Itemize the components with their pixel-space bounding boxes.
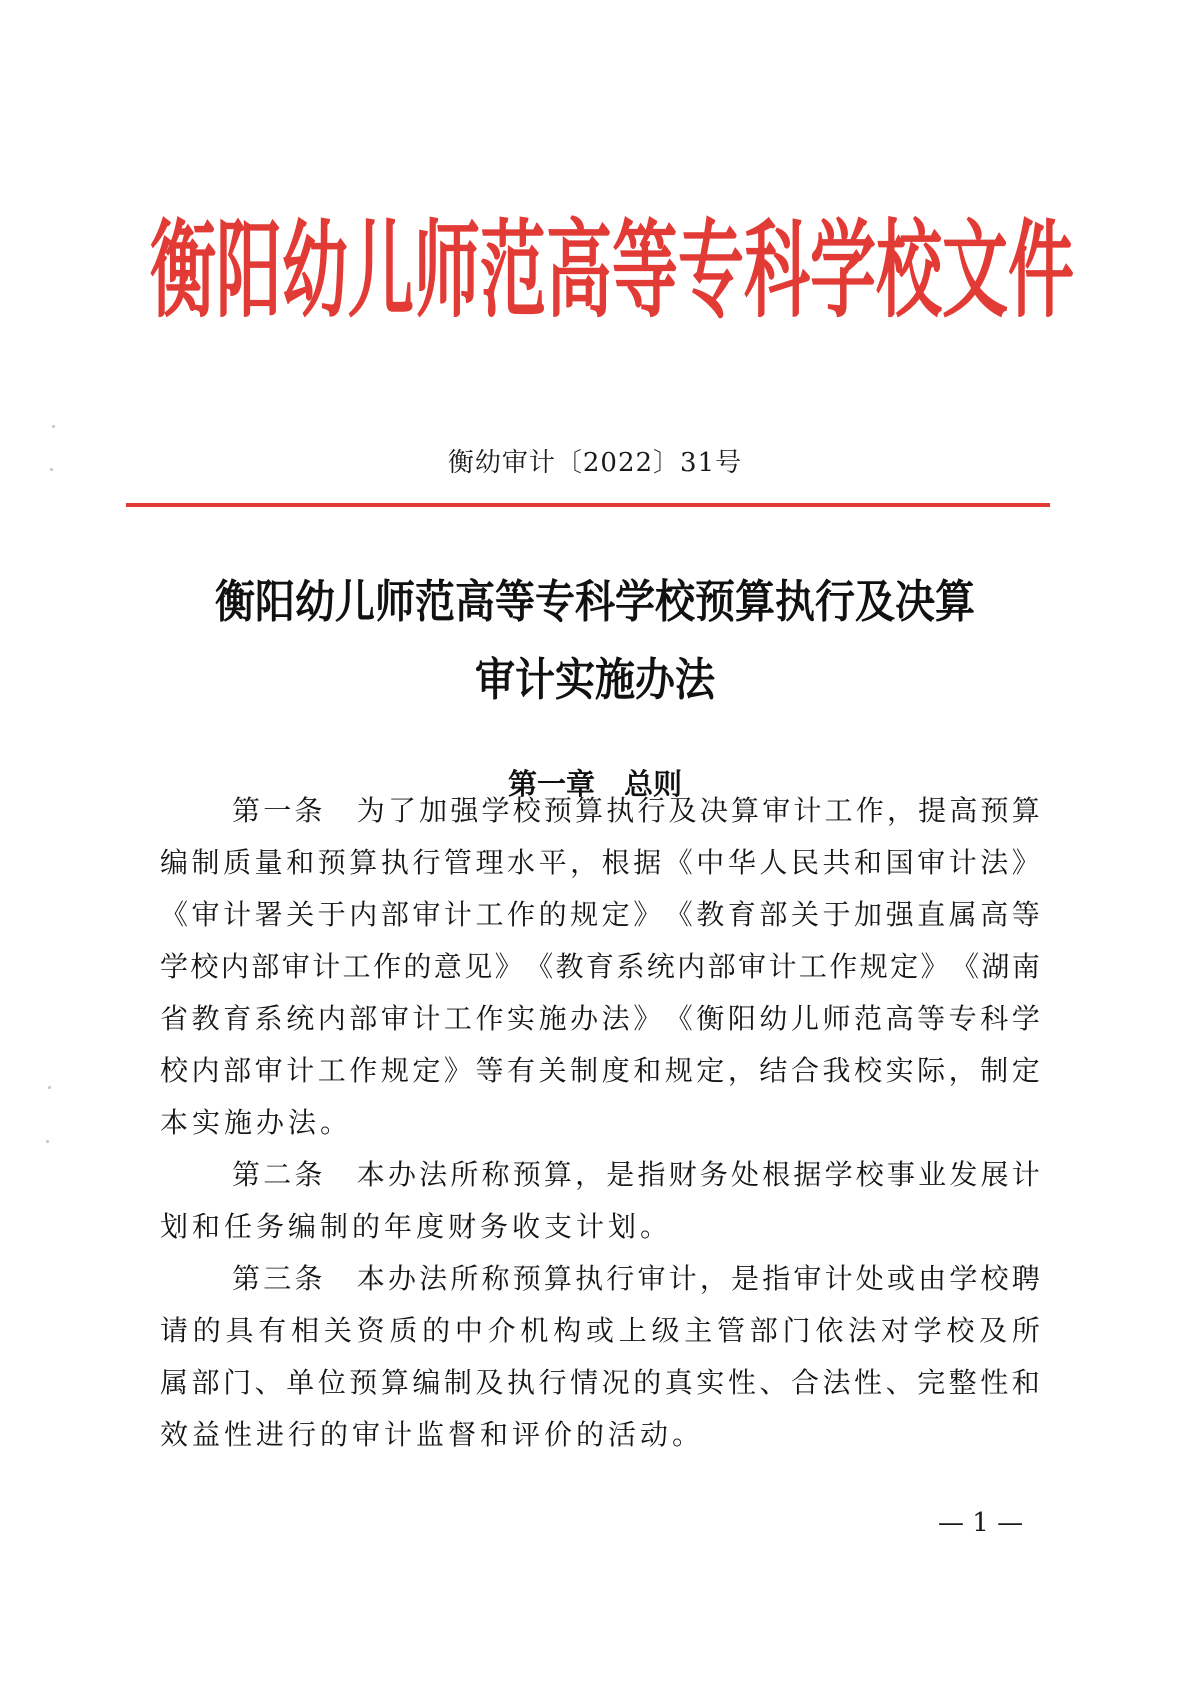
masthead-char: 高 <box>546 209 612 333</box>
body-line: 效益性进行的审计监督和评价的活动。 <box>160 1418 705 1451</box>
scan-speck <box>50 468 53 471</box>
masthead-char: 件 <box>1008 209 1074 333</box>
body-line: 学 校 内 部 审 计 工 作 的 意 见 》 《 教 育 系 统 内 部 审 计 工 作 规 定 》 《 湖 南 <box>160 950 1040 983</box>
masthead-char: 范 <box>480 209 546 333</box>
masthead-char: 学 <box>810 209 876 333</box>
masthead-char: 儿 <box>348 209 414 333</box>
masthead-char: 师 <box>414 209 480 333</box>
body-line: 属 部 门 、 单 位 预 算 编 制 及 执 行 情 况 的 真 实 性 、 合 法 性 、 完 整 性 和 <box>160 1366 1040 1399</box>
red-divider-rule <box>126 503 1050 507</box>
scan-speck <box>52 425 55 428</box>
body-line: 划和任务编制的年度财务收支计划。 <box>160 1210 673 1243</box>
document-title-line-1: 衡阳幼儿师范高等专科学校预算执行及决算 <box>215 576 975 629</box>
body-line: 第 一 条 为 了 加 强 学 校 预 算 执 行 及 决 算 审 计 工 作 ， 提 高 预 算 <box>232 794 1040 827</box>
body-line: 省 教 育 系 统 内 部 审 计 工 作 实 施 办 法 》 《 衡 阳 幼 儿 师 范 高 等 专 科 学 <box>160 1002 1040 1035</box>
masthead-char: 科 <box>744 209 810 333</box>
body-line: 编 制 质 量 和 预 算 执 行 管 理 水 平 ， 根 据 《 中 华 人 民 共 和 国 审 计 法 》 <box>160 846 1040 879</box>
scan-speck <box>46 1140 49 1143</box>
masthead-char: 校 <box>876 209 942 333</box>
document-number: 衡幼审计〔2022〕31号 <box>447 448 743 478</box>
masthead <box>150 209 1074 333</box>
masthead-char: 幼 <box>282 209 348 333</box>
masthead-char: 文 <box>942 209 1008 333</box>
body-line: 本实施办法。 <box>160 1106 353 1139</box>
body-line: 请 的 具 有 相 关 资 质 的 中 介 机 构 或 上 级 主 管 部 门 依 法 对 学 校 及 所 <box>160 1314 1040 1347</box>
body-line: 第 三 条 本 办 法 所 称 预 算 执 行 审 计 ， 是 指 审 计 处 或 由 学 校 聘 <box>232 1262 1040 1295</box>
scan-speck <box>48 1086 51 1089</box>
body-line: 校 内 部 审 计 工 作 规 定 》 等 有 关 制 度 和 规 定 ， 结 合 我 校 实 际 ， 制 定 <box>160 1054 1040 1087</box>
masthead-char: 等 <box>612 209 678 333</box>
body-line: 《 审 计 署 关 于 内 部 审 计 工 作 的 规 定 》 《 教 育 部 关 于 加 强 直 属 高 等 <box>160 898 1040 931</box>
chapter-heading: 第一章 总则 <box>507 767 682 801</box>
masthead-char: 衡 <box>150 209 216 333</box>
body-line: 第 二 条 本 办 法 所 称 预 算 ， 是 指 财 务 处 根 据 学 校 事 业 发 展 计 <box>232 1158 1040 1191</box>
document-title-line-2: 审计实施办法 <box>475 654 715 707</box>
page-number: — 1 — <box>938 1508 1024 1538</box>
masthead-char: 专 <box>678 209 744 333</box>
masthead-char: 阳 <box>216 209 282 333</box>
